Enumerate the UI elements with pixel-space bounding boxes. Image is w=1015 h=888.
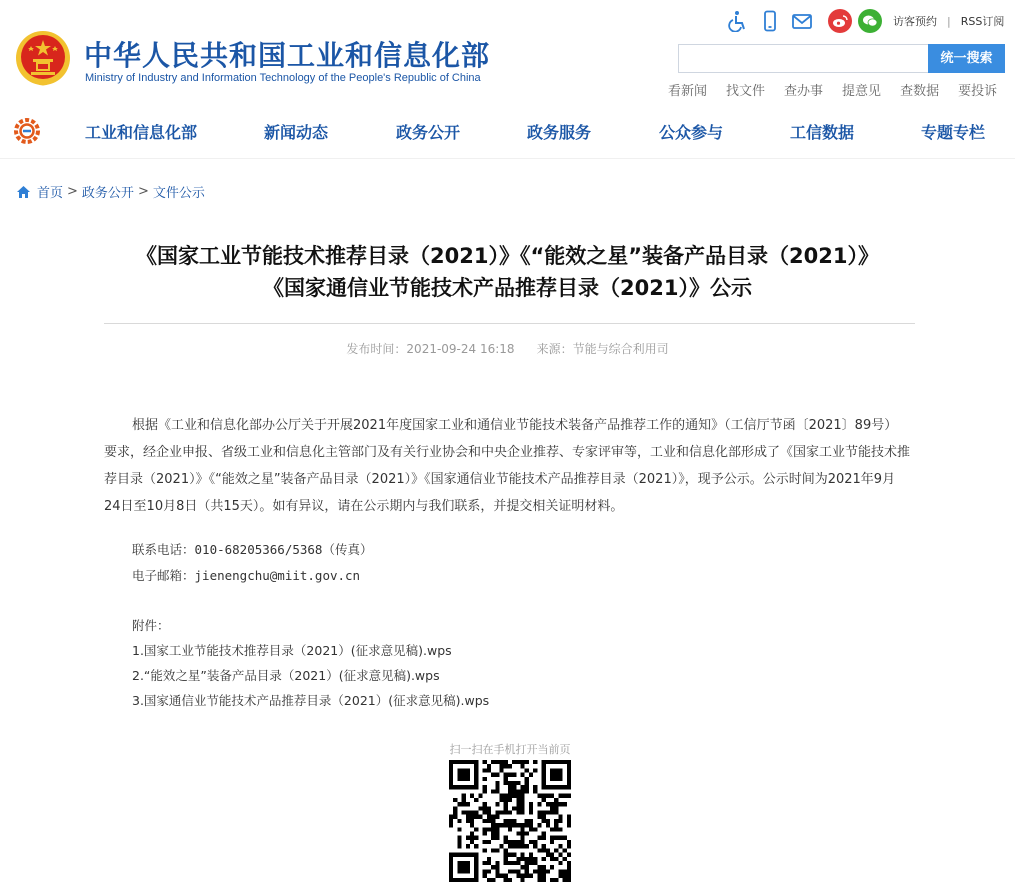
contact-email (132, 566, 360, 584)
nav-item-data[interactable]: 工信数据 (790, 123, 855, 142)
nav-item-participation[interactable]: 公众参与 (659, 123, 724, 142)
qr-label: 扫一扫在手机打开当前页 (449, 743, 571, 756)
breadcrumb-separator: > (67, 184, 78, 199)
search-button[interactable]: 统一搜索 (928, 44, 1005, 73)
qr-code (449, 760, 571, 882)
attachment-link-1[interactable]: 1.国家工业节能技术推荐目录（2021）(征求意见稿).wps (132, 643, 452, 658)
article-source: 来源：节能与综合利用司 (536, 342, 669, 356)
site-subtitle: Ministry of Industry and Information Technology of the People's Republic of China (85, 72, 481, 84)
quick-link-data[interactable]: 查数据 (900, 84, 940, 99)
breadcrumb-government-affairs[interactable]: 政务公开 (81, 186, 134, 201)
nav-item-ministry[interactable]: 工业和信息化部 (85, 123, 198, 142)
quick-link-news[interactable]: 看新闻 (668, 84, 708, 99)
article-title (100, 240, 915, 304)
mobile-icon[interactable] (758, 9, 782, 33)
main-nav (0, 105, 1015, 159)
mail-icon[interactable] (790, 9, 814, 33)
nav-item-services[interactable]: 政务服务 (527, 123, 592, 142)
email-value: jienengchu@miit.gov.cn (194, 568, 361, 583)
quick-link-files[interactable]: 找文件 (726, 84, 766, 99)
publish-time: 发布时间：2021-09-24 16:18 (346, 342, 515, 356)
home-icon[interactable] (16, 185, 31, 199)
article-body: 根据《工业和信息化部办公厅关于开展2021年度国家工业和通信业节能技术装备产品推荐工作的通知》（工信厅节函〔2021〕89号）要求，经企业申报、省级工业和信息化主管部门及有关行业协会和中央企业推荐、专家评审等，工业和信息化部形成了《国家工业节能技术推荐目录（2021）》《“能效之星”装备产品目录（2021）》《国家通信业节能技术产品推荐目录（2021）》，现予公示。公示时间为2021年9月24日至10月8日（共15天）。如有异议，请在公示期内与我们联系，并提交相关证明材料。 (104, 418, 911, 514)
rss-link[interactable]: RSS订阅 (960, 15, 1005, 28)
breadcrumb-home[interactable]: 首页 (37, 186, 64, 201)
quick-link-feedback[interactable]: 提意见 (842, 84, 882, 99)
quick-link-services[interactable]: 查办事 (784, 84, 824, 99)
accessibility-icon[interactable] (726, 9, 750, 33)
site-header (0, 0, 1015, 105)
national-emblem-icon[interactable] (14, 28, 72, 88)
phone-label: 联系电话： (132, 542, 195, 557)
top-icon-bar (726, 8, 888, 34)
quick-links (668, 80, 997, 99)
attachment-link-2[interactable]: 2.“能效之星”装备产品目录（2021）(征求意见稿).wps (132, 668, 440, 683)
quick-link-complaint[interactable]: 要投诉 (958, 84, 998, 99)
phone-value: 010-68205366/5368（传真） (194, 542, 373, 557)
article-title-line-1: 《国家工业节能技术推荐目录（2021）》《“能效之星”装备产品目录（2021）》 (136, 244, 879, 268)
site-title[interactable]: 中华人民共和国工业和信息化部 (84, 39, 491, 72)
contact-phone (132, 540, 372, 558)
email-label: 电子邮箱： (132, 568, 195, 583)
weibo-icon[interactable] (828, 9, 852, 33)
nav-item-topics[interactable]: 专题专栏 (921, 123, 986, 142)
article-title-line-2: 《国家通信业节能技术产品推荐目录（2021）》公示 (263, 276, 752, 300)
breadcrumb (16, 182, 205, 201)
visit-appointment-link[interactable]: 访客预约 (893, 15, 937, 28)
breadcrumb-separator: > (137, 184, 149, 199)
nav-item-government-affairs[interactable]: 政务公开 (396, 123, 461, 142)
breadcrumb-file-notice[interactable]: 文件公示 (152, 186, 205, 201)
title-divider (104, 323, 915, 324)
article-meta (100, 340, 915, 357)
attachments-label: 附件： (132, 618, 170, 633)
gear-logo-icon[interactable] (13, 117, 41, 145)
top-link-separator: | (947, 15, 951, 28)
nav-item-news[interactable]: 新闻动态 (264, 123, 329, 142)
wechat-icon[interactable] (858, 9, 882, 33)
search-input[interactable] (678, 44, 928, 73)
attachment-link-3[interactable]: 3.国家通信业节能技术产品推荐目录（2021）(征求意见稿).wps (132, 693, 490, 708)
top-links (893, 13, 1004, 29)
